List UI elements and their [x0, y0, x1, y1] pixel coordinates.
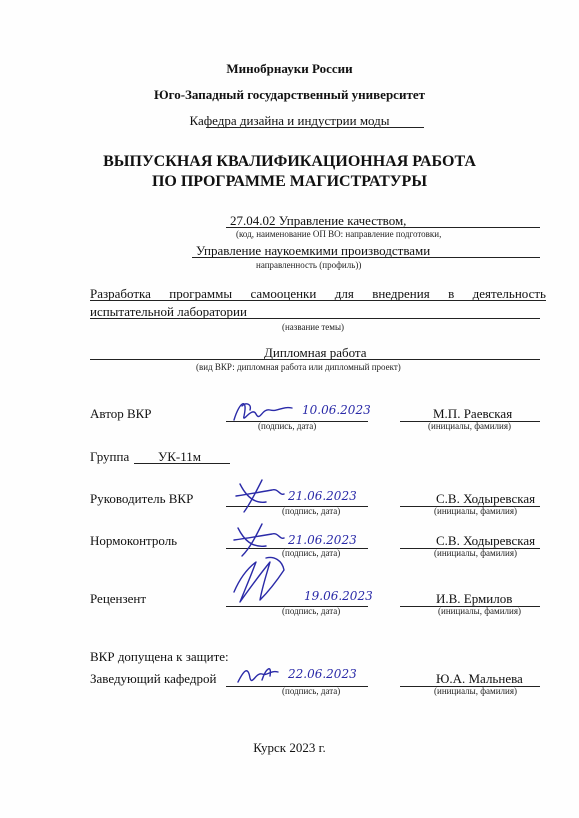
supervisor-signature	[226, 474, 386, 516]
normcontrol-sign-date: 21.06.2023	[288, 533, 357, 547]
ministry-name: Минобрнауки России	[226, 61, 353, 76]
author-label: Автор ВКР	[90, 406, 152, 421]
reviewer-name: И.В. Ермилов	[436, 591, 513, 606]
normcontrol-sign-caption: (подпись, дата)	[282, 548, 341, 558]
work-type-caption: (вид ВКР: дипломная работа или дипломный проект)	[196, 362, 401, 372]
department-name: Кафедра дизайна и индустрии моды	[189, 113, 390, 128]
head-name: Ю.А. Мальнева	[436, 671, 523, 686]
reviewer-label: Рецензент	[90, 591, 147, 606]
supervisor-label: Руководитель ВКР	[90, 491, 194, 506]
normcontrol-name-caption: (инициалы, фамилия)	[434, 548, 517, 558]
head-name-caption: (инициалы, фамилия)	[434, 686, 517, 696]
department-underline	[206, 127, 424, 128]
program-profile-line	[192, 257, 540, 258]
group-value: УК-11м	[158, 449, 201, 464]
reviewer-signature	[226, 548, 296, 608]
author-name: М.П. Раевская	[433, 406, 513, 421]
work-type: Дипломная работа	[264, 345, 367, 360]
topic-caption: (название темы)	[281, 322, 345, 332]
supervisor-sign-caption: (подпись, дата)	[282, 506, 341, 516]
university-name: Юго-Западный государственный университет	[154, 87, 425, 102]
topic-line-1-rule	[90, 300, 546, 301]
group-label: Группа	[90, 449, 130, 464]
city-year: Курск 2023 г.	[253, 740, 326, 755]
supervisor-sign-date: 21.06.2023	[288, 489, 357, 503]
author-signature	[222, 392, 382, 432]
reviewer-sign-caption: (подпись, дата)	[282, 606, 341, 616]
program-code: 27.04.02 Управление качеством,	[230, 213, 407, 228]
program-code-caption: (код, наименование ОП ВО: направление подготовки,	[236, 229, 442, 239]
topic-line-2-rule	[90, 318, 540, 319]
normcontrol-name: С.В. Ходыревская	[436, 533, 536, 548]
reviewer-sign-date: 19.06.2023	[304, 589, 373, 603]
program-profile-caption: направленность (профиль))	[256, 260, 362, 270]
supervisor-name: С.В. Ходыревская	[436, 491, 536, 506]
author-sign-caption: (подпись, дата)	[258, 421, 317, 431]
title-line-2: ПО ПРОГРАММЕ МАГИСТРАТУРЫ	[151, 173, 428, 190]
head-sign-caption: (подпись, дата)	[282, 686, 341, 696]
supervisor-name-caption: (инициалы, фамилия)	[434, 506, 517, 516]
program-profile: Управление наукоемкими производствами	[196, 243, 431, 258]
normcontrol-label: Нормоконтроль	[90, 533, 178, 548]
author-sign-date: 10.06.2023	[302, 403, 371, 417]
title-line-1: ВЫПУСКНАЯ КВАЛИФИКАЦИОННАЯ РАБОТА	[103, 153, 476, 170]
head-sign-date: 22.06.2023	[288, 667, 357, 681]
reviewer-sign-date-mark	[300, 584, 400, 606]
reviewer-name-caption: (инициалы, фамилия)	[438, 606, 521, 616]
work-type-line	[90, 359, 540, 360]
topic-line-1: Разработка программы самооценки для внедрения в деятельность	[90, 286, 546, 301]
head-label: Заведующий кафедрой	[90, 671, 217, 686]
topic-line-2: испытательной лаборатории	[90, 304, 247, 319]
author-name-caption: (инициалы, фамилия)	[428, 421, 511, 431]
program-code-line	[226, 227, 540, 228]
head-signature	[232, 660, 392, 690]
admission-label: ВКР допущена к защите:	[90, 649, 229, 664]
